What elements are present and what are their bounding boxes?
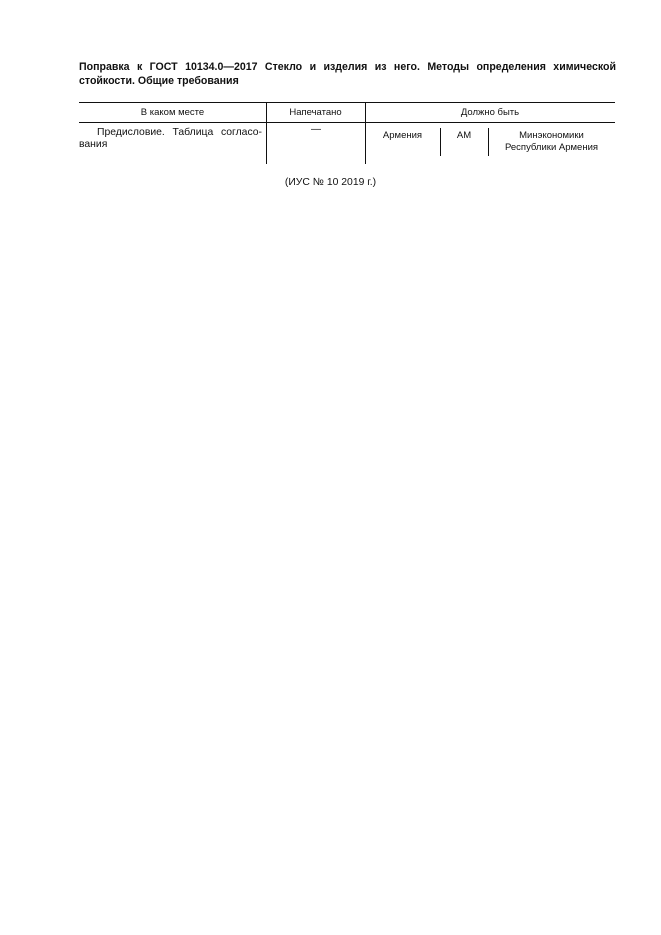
header-should-be: Должно быть bbox=[460, 107, 520, 118]
header-printed: Напечатано bbox=[289, 107, 342, 118]
row-printed-cell: — bbox=[311, 124, 321, 135]
table-header-rule bbox=[79, 122, 615, 123]
row-authority-cell bbox=[488, 130, 615, 154]
row-where-cell bbox=[79, 127, 262, 151]
authority-line-1: Минэкономики bbox=[519, 130, 584, 141]
document-title: Поправка к ГОСТ 10134.0—2017 Стекло и изделия из него. Методы определения химической стойкости. Общие требования bbox=[79, 61, 616, 87]
row-where-text: Предисловие. Таблица согласо-вания bbox=[79, 127, 262, 150]
authority-line-2: Республики Армения bbox=[504, 142, 599, 153]
source-reference: (ИУС № 10 2019 г.) bbox=[284, 177, 377, 188]
correction-table bbox=[79, 102, 615, 164]
row-country-cell: Армения bbox=[382, 130, 423, 141]
row-country-code-cell: AM bbox=[456, 130, 472, 141]
header-where: В каком месте bbox=[140, 107, 205, 118]
table-top-rule bbox=[79, 102, 615, 103]
